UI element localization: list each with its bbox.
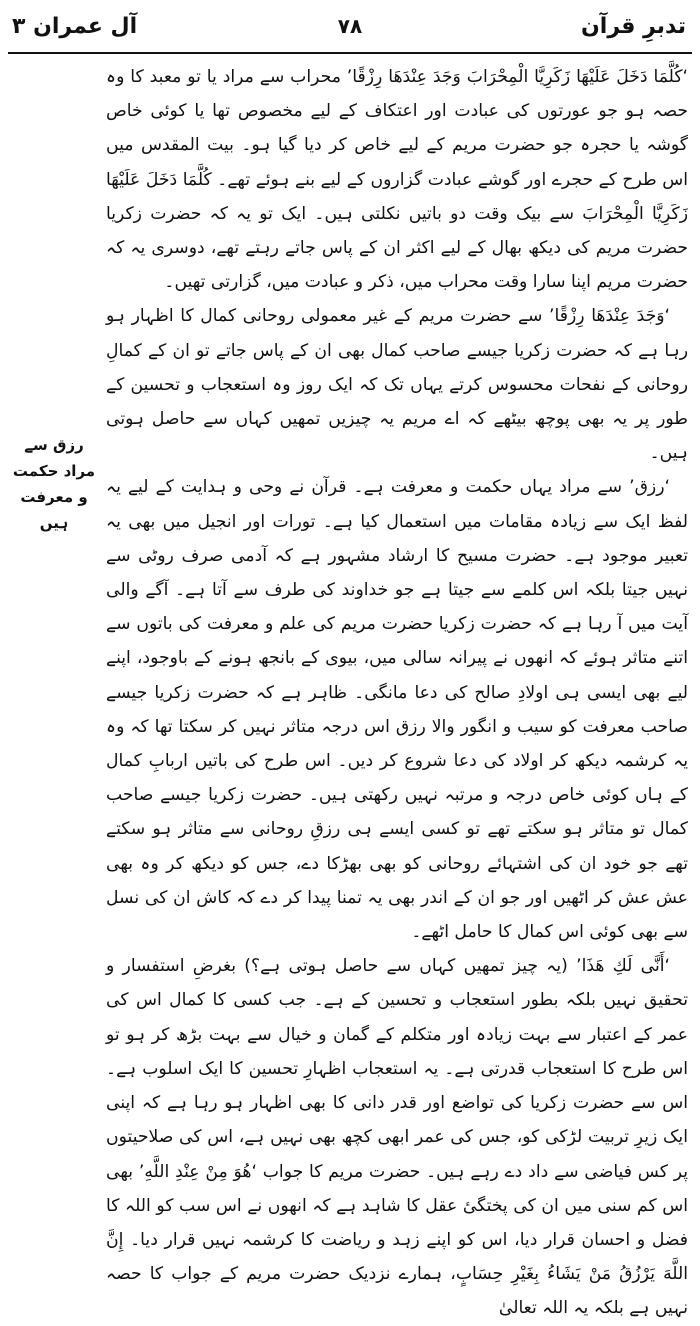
margin-note: رزق سے مراد حکمت و معرفت ہیں	[12, 436, 96, 532]
book-title: تدبرِ قرآن	[581, 14, 686, 39]
paragraph: ‘رزق’ سے مراد یہاں حکمت و معرفت ہے۔ قرآن نے وحی و ہدایت کے لیے یہ لفظ ایک سے زیادہ مقامات میں استعمال کیا ہے۔ تورات اور انجیل میں بھی یہ تعبیر موجود ہے۔ حضرت مسیح کا ارشاد مشہور ہے کہ آدمی صرف روٹی سے نہیں جیتا بلکہ اس کلمے سے جیتا ہے جو خداوند کی طرف سے آتا ہے۔ آگے والی آیت میں آ رہا ہے کہ حضرت زکریا حضرت مریم کی علم و معرفت کی باتوں سے اتنے متاثر ہوئے کہ انھوں نے پیرانہ سالی میں، بیوی کے بانجھ ہونے کے باوجود، اپنے لیے بھی ایسی ہی اولادِ صالح کی دعا مانگی۔ ظاہر ہے کہ حضرت زکریا جیسے صاحب معرفت کو سیب و انگور والا رزق اس درجہ متاثر نہیں کر سکتا تھا کہ وہ یہ کرشمہ دیکھ کر اولاد کی دعا شروع کر دیں۔ اس طرح کی باتیں اربابِ کمال کے ہاں کوئی خاص درجہ و مرتبہ نہیں رکھتی ہیں۔ حضرت زکریا جیسے صاحب کمال تو متاثر ہو سکتے تھے تو کسی ایسے ہی رزقِ روحانی سے متاثر ہو سکتے تھے جو خود ان کی اشتہائے روحانی کو بھی بھڑکا دے، جس کو دیکھ کر وہ بھی عش عش کر اٹھیں اور جو ان کے اندر بھی یہ تمنا پیدا کر دے کہ کاش ان کی نسل سے بھی کوئی اس کمال کا حامل اٹھے۔	[106, 477, 688, 943]
paragraph: ‘كُلَّمَا دَخَلَ عَلَيْهَا زَكَرِيَّا الْمِحْرَابَ وَجَدَ عِنْدَهَا رِزْقًا’ محراب سے مراد یا تو معبد کا وہ حصہ ہو جو عورتوں کی عبادت اور اعتکاف کے لیے مخصوص تھا یا کوئی خاص گوشہ یا حجرہ جو حضرت مریم کے لیے خاص کر دیا گیا ہو۔ بیت المقدس میں اس طرح کے حجرے اور گوشے عبادت گزاروں کے لیے بنے ہوئے تھے۔ كُلَّمَا دَخَلَ عَلَيْهَا زَكَرِيَّا الْمِحْرَابَ سے بیک وقت دو باتیں نکلتی ہیں۔ ایک تو یہ کہ حضرت زکریا حضرت مریم کی دیکھ بھال کے لیے اکثر ان کے پاس جاتے رہتے تھے، دوسری یہ کہ حضرت مریم اپنا سارا وقت محراب میں، ذکر و عبادت میں، گزارتی تھیں۔	[106, 67, 688, 293]
paragraph: ‘أَنَّى لَكِ هَذَا’ (یہ چیز تمھیں کہاں سے حاصل ہوتی ہے؟) بغرضِ استفسار و تحقیق نہیں بلکہ بطور استعجاب و تحسین کے ہے۔ جب کسی کا کمال اس کی عمر کے اعتبار سے بہت زیادہ اور متکلم کے گمان و خیال سے بہت بڑھ کر ہو تو اس طرح کا استعجاب قدرتی ہے۔ یہ استعجاب اظہارِ تحسین کا ایک اسلوب ہے۔ اس سے حضرت زکریا کی تواضع اور قدر دانی کا بھی اظہار ہو رہا ہے کہ اپنی ایک زیرِ تربیت لڑکی کو، جس کی عمر ابھی کچھ بھی نہیں ہے، اس کی صلاحیتوں پر کس فیاضی سے داد دے رہے ہیں۔ حضرت مریم کا جواب ‘هُوَ مِنْ عِنْدِ اللَّهِ’ بھی اس کم سنی میں ان کی پختگیٔ عقل کا شاہد ہے کہ انھوں نے اس سب کو اللہ کا فضل و احسان قرار دیا، اس کو اپنے زہد و ریاضت کا کرشمہ نہیں قرار دیا۔ إِنَّ اللَّهَ يَرْزُقُ مَنْ يَشَاءُ بِغَيْرِ حِسَابٍ، ہمارے نزدیک حضرت مریم کے جواب کا حصہ نہیں ہے بلکہ یہ اللہ تعالیٰ	[106, 956, 688, 1319]
page-header	[0, 8, 700, 52]
header-rule	[8, 52, 692, 54]
main-text	[106, 60, 688, 1326]
surah-label: آل عمران ۳	[12, 14, 138, 39]
paragraph: ‘وَجَدَ عِنْدَهَا رِزْقًا’ سے حضرت مریم کے غیر معمولی روحانی کمال کا اظہار ہو رہا ہے کہ حضرت زکریا جیسے صاحب کمال بھی ان کے پاس جاتے تو ان کے کمالِ روحانی کے نفحات محسوس کرتے یہاں تک کہ ایک روز وہ استعجاب و تحسین کے طور پر یہ بھی پوچھ بیٹھے کہ اے مریم یہ چیزیں تمھیں کہاں سے حاصل ہوتی ہیں۔	[106, 306, 688, 464]
page-number: ٧٨	[337, 14, 363, 38]
